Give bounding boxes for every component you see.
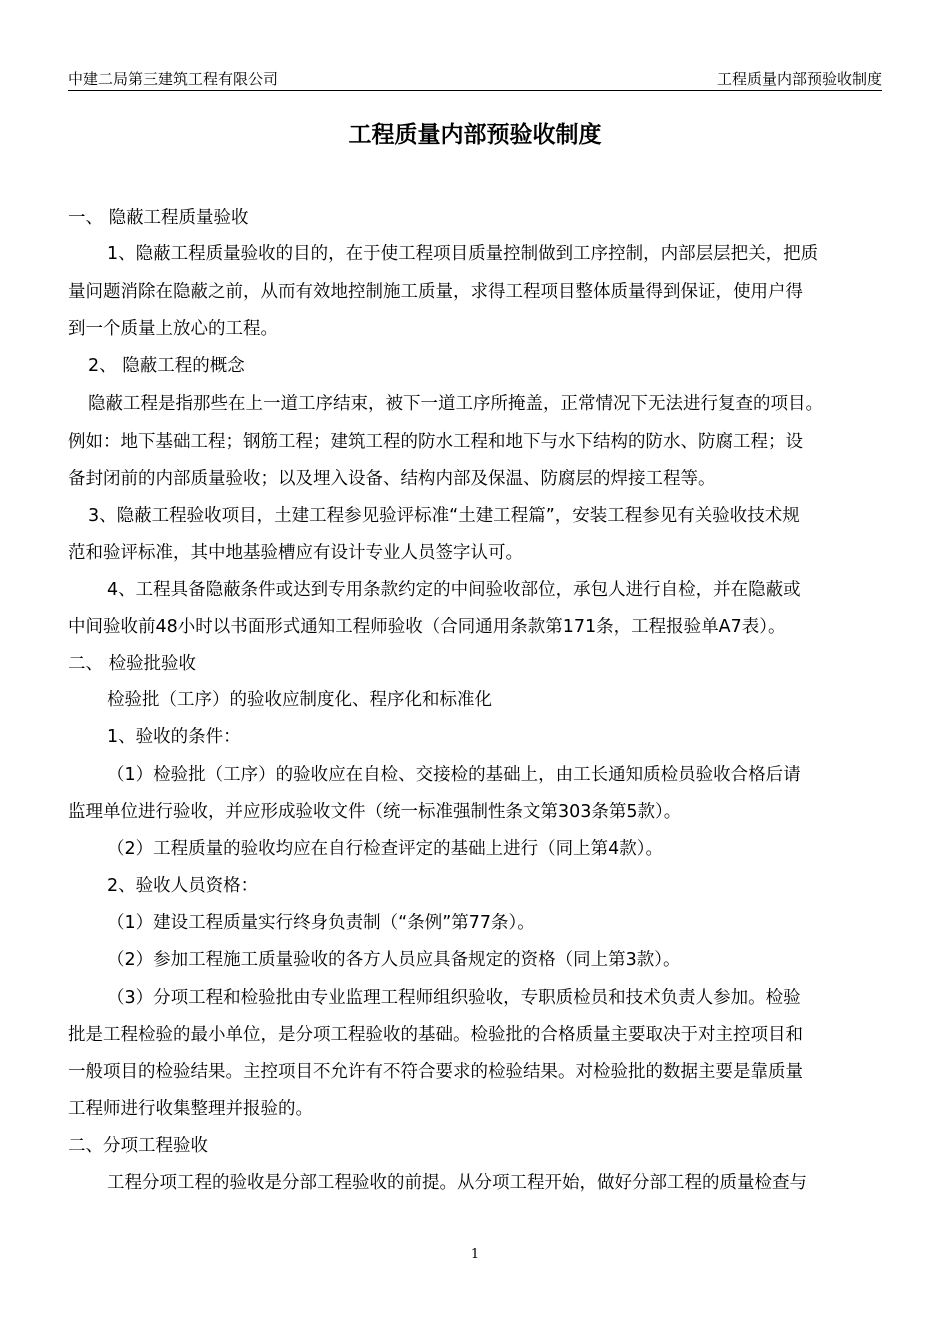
page-number: 1 [470,1247,480,1262]
para-line: 范和验评标准，其中地基验槽应有设计专业人员签字认可。 [68,543,523,563]
para-line: 备封闭前的内部质量验收；以及埋入设备、结构内部及保温、防腐层的焊接工程等。 [68,469,716,489]
para-line: （3）分项工程和检验批由专业监理工程师组织验收，专职质检员和技术负责人参加。检验 [107,988,801,1008]
para-line: （1）检验批（工序）的验收应在自检、交接检的基础上，由工长通知质检员验收合格后请 [107,765,801,785]
para-line: （1）建设工程质量实行终身负责制（“条例”第77条）。 [107,913,535,933]
para-line: 批是工程检验的最小单位，是分项工程验收的基础。检验批的合格质量主要取决于对主控项目和 [68,1025,803,1045]
para-line: 3、隐蔽工程验收项目，土建工程参见验评标准“土建工程篇”，安装工程参见有关验收技术规 [88,506,800,526]
heading-sub-item: 二、分项工程验收 [68,1136,208,1156]
header-doc-title: 工程质量内部预验收制度 [716,70,882,88]
para-line: 例如：地下基础工程；钢筋工程；建筑工程的防水工程和地下与水下结构的防水、防腐工程；设 [68,432,803,452]
header-company: 中建二局第三建筑工程有限公司 [68,70,279,88]
para-line: 4、工程具备隐蔽条件或达到专用条款约定的中间验收部位，承包人进行自检，并在隐蔽或 [107,580,801,600]
para-line: 工程分项工程的验收是分部工程验收的前提。从分项工程开始，做好分部工程的质量检查与 [107,1173,807,1193]
para-line: 中间验收前48小时以书面形式通知工程师验收（合同通用条款第171条，工程报验单A7表）。 [68,617,786,637]
document-title: 工程质量内部预验收制度 [348,122,602,148]
para-line: 监理单位进行验收，并应形成验收文件（统一标准强制性条文第303条第5款）。 [68,802,682,822]
heading-inspection-lot: 二、 检验批验收 [68,654,197,674]
page-header [68,64,882,91]
subheading-conditions: 1、验收的条件： [107,727,241,747]
para-line: 检验批（工序）的验收应制度化、程序化和标准化 [107,690,492,710]
heading-hidden-works: 一、 隐蔽工程质量验收 [68,208,249,228]
para-line: 1、隐蔽工程质量验收的目的，在于使工程项目质量控制做到工序控制，内部层层把关，把质 [107,244,819,264]
para-line: 量问题消除在隐蔽之前，从而有效地控制施工质量，求得工程项目整体质量得到保证，使用户得 [68,282,803,302]
subheading-concept: 2、 隐蔽工程的概念 [88,356,245,376]
para-line: 一般项目的检验结果。主控项目不允许有不符合要求的检验结果。对检验批的数据主要是靠质量 [68,1062,803,1082]
para-line: 隐蔽工程是指那些在上一道工序结束，被下一道工序所掩盖，正常情况下无法进行复查的项目。 [88,394,823,414]
para-line: 工程师进行收集整理并报验的。 [68,1099,313,1119]
subheading-qualifications: 2、验收人员资格： [107,876,259,896]
para-line: 到一个质量上放心的工程。 [68,319,278,339]
para-line: （2）工程质量的验收均应在自行检查评定的基础上进行（同上第4款）。 [107,839,664,859]
para-line: （2）参加工程施工质量验收的各方人员应具备规定的资格（同上第3款）。 [107,950,681,970]
